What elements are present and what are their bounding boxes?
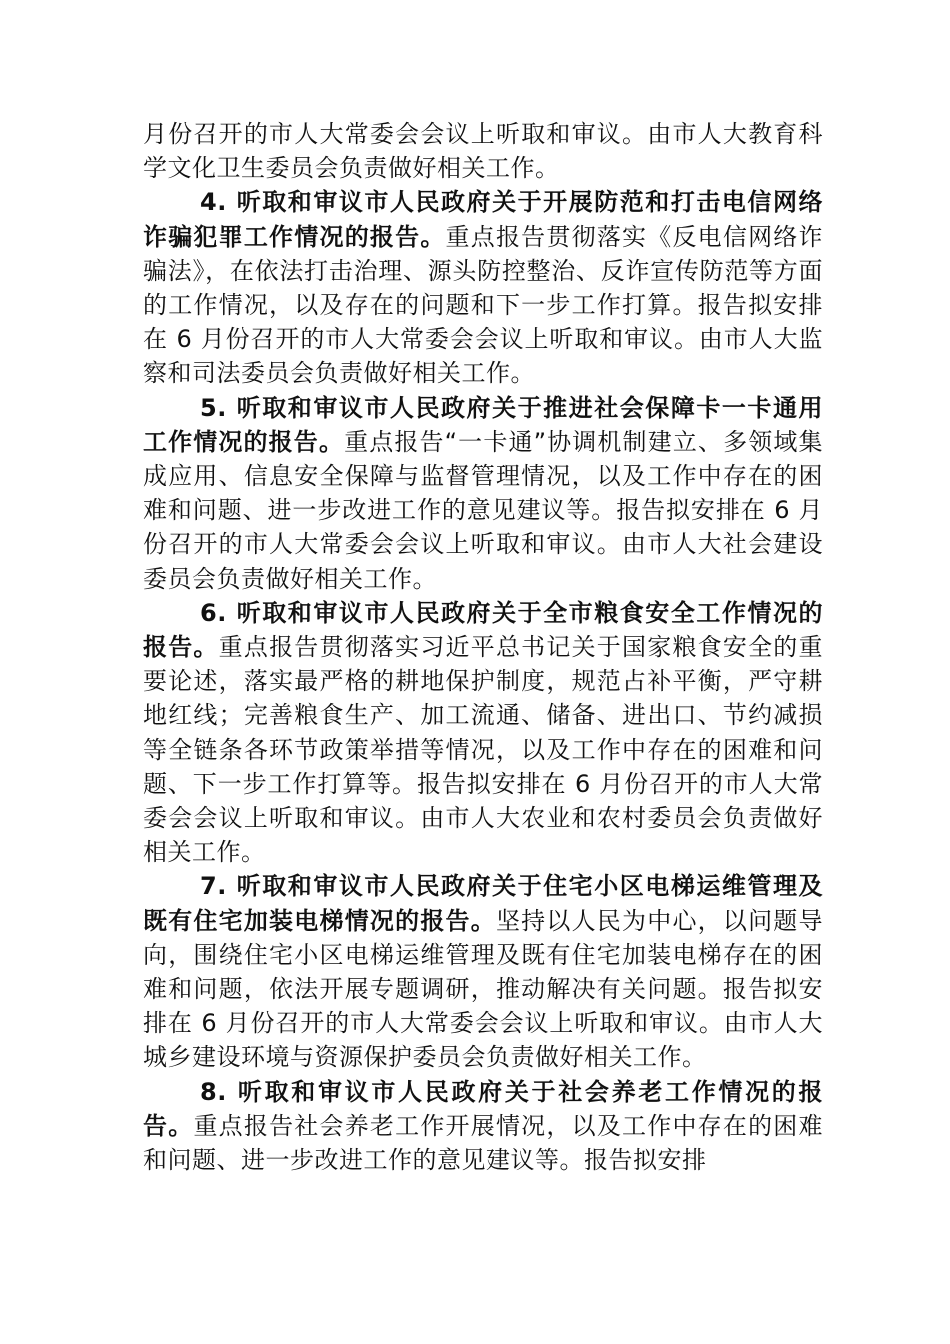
paragraph-heading: 6. 听取和审议市人民政府关于全市粮食安全工作情况的报告。 <box>143 598 823 662</box>
paragraph-heading: 4. 听取和审议市人民政府关于开展防范和打击电信网络诈骗犯罪工作情况的报告。 <box>143 188 823 251</box>
paragraph-continuation <box>143 117 823 185</box>
paragraph-body: 重点报告社会养老工作开展情况，以及工作中存在的困难和问题、进一步改进工作的意见建议等。报告拟安排 <box>143 1111 824 1175</box>
paragraph-body: 重点报告贯彻落实《反电信网络诈骗法》，在依法打击治理、源头防控整治、反诈宣传防范等方面的工作情况，以及存在的问题和下一步工作打算。报告拟安排在 6 月份召开的市人大常委会会议上听取和审议。由市人大监察和司法委员会负责做好相关工作。 <box>143 222 824 388</box>
paragraph-item-5 <box>143 391 823 596</box>
paragraph-item-8 <box>143 1075 823 1178</box>
paragraph-body: 重点报告“一卡通”协调机制建立、多领域集成应用、信息安全保障与监督管理情况，以及工作中存在的困难和问题、进一步改进工作的意见建议等。报告拟安排在 6 月份召开的市人大常委会会议上听取和审议。由市人大社会建设委员会负责做好相关工作。 <box>143 427 823 593</box>
paragraph-heading: 8. 听取和审议市人民政府关于社会养老工作情况的报告。 <box>143 1077 823 1140</box>
paragraph-item-7 <box>143 869 823 1074</box>
paragraph-body: 坚持以人民为中心，以问题导向，围绕住宅小区电梯运维管理及既有住宅加装电梯存在的困难和问题，依法开展专题调研，推动解决有关问题。报告拟安排在 6 月份召开的市人大常委会会议上听取和审议。由市人大城乡建设环境与资源保护委员会负责做好相关工作。 <box>143 906 824 1072</box>
paragraph-body: 月份召开的市人大常委会会议上听取和审议。由市人大教育科学文化卫生委员会负责做好相关工作。 <box>143 120 823 183</box>
paragraph-body: 重点报告贯彻落实习近平总书记关于国家粮食安全的重要论述，落实最严格的耕地保护制度，规范占补平衡，严守耕地红线；完善粮食生产、加工流通、储备、进出口、节约减损等全链条各环节政策举措等情况，以及工作中存在的困难和问题、下一步工作打算等。报告拟安排在 6 月份召开的市人大常委会会议上听取和审议。由市人大农业和农村委员会负责做好相关工作。 <box>143 633 824 867</box>
paragraph-heading: 5. 听取和审议市人民政府关于推进社会保障卡一卡通用工作情况的报告。 <box>143 393 823 456</box>
paragraph-item-6 <box>143 596 823 870</box>
document-page <box>143 117 823 1177</box>
paragraph-item-4 <box>143 185 823 390</box>
paragraph-heading: 7. 听取和审议市人民政府关于住宅小区电梯运维管理及既有住宅加装电梯情况的报告。 <box>143 872 823 935</box>
